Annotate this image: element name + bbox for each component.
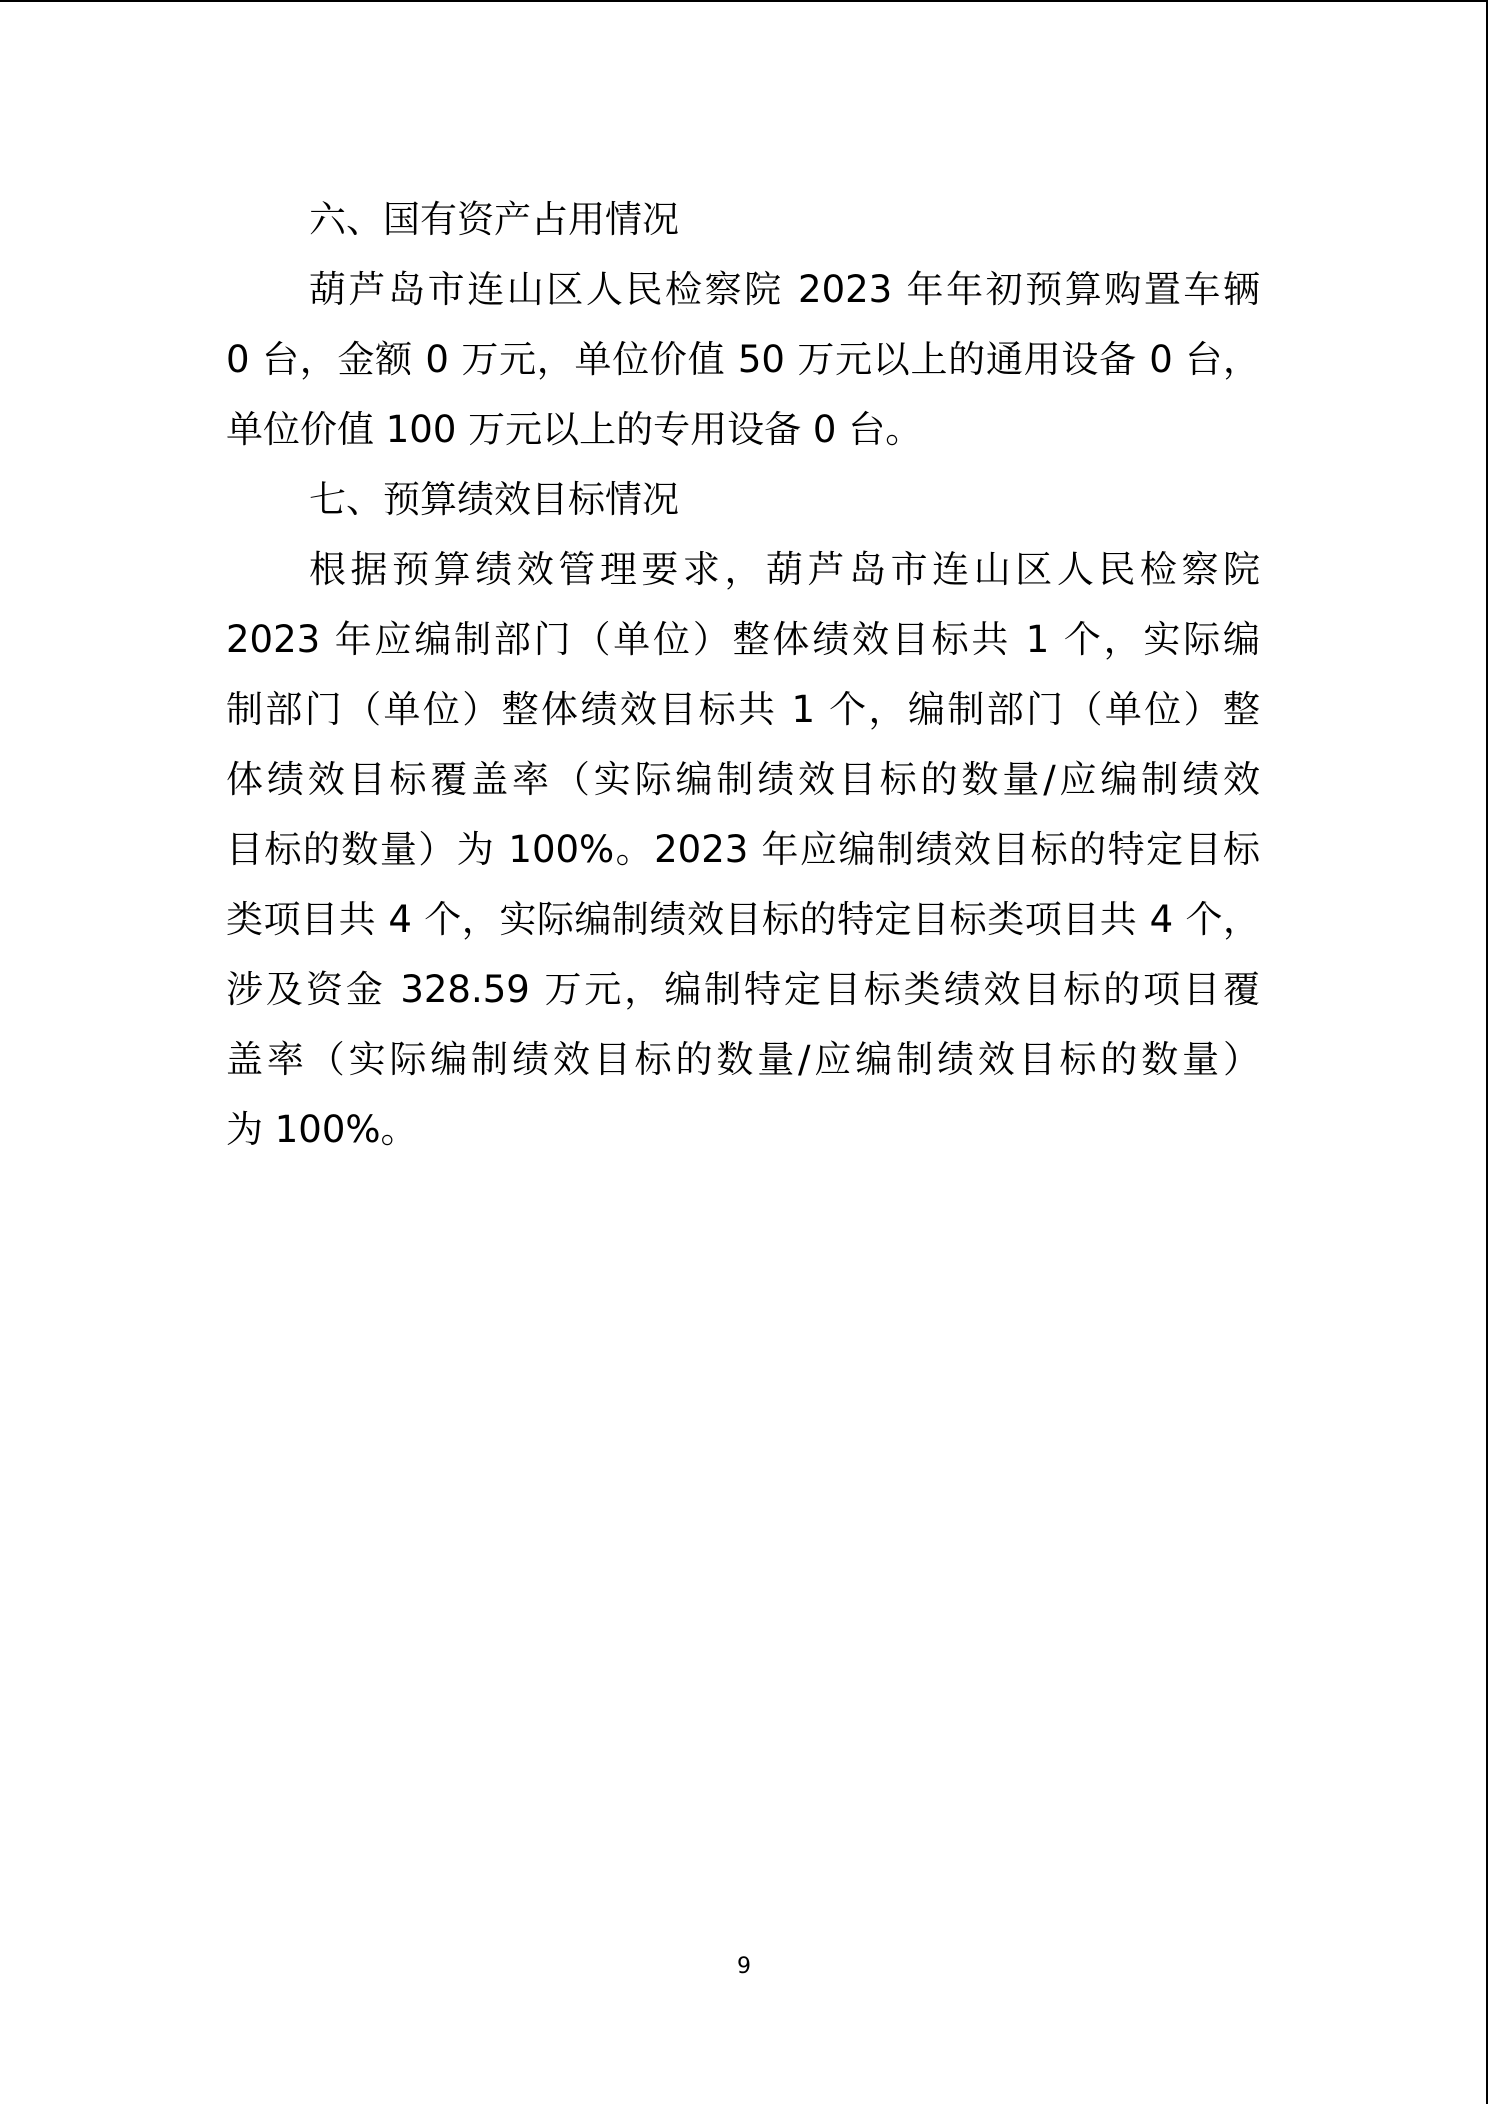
paragraph-line: 为 100%。 xyxy=(226,1108,418,1151)
page-number: 9 xyxy=(737,1954,751,1979)
paragraph-line: 体绩效目标覆盖率（实际编制绩效目标的数量/应编制绩效 xyxy=(226,758,1260,801)
paragraph-line: 涉及资金 328.59 万元，编制特定目标类绩效目标的项目覆 xyxy=(226,968,1260,1011)
paragraph-line: 根据预算绩效管理要求，葫芦岛市连山区人民检察院 xyxy=(309,548,1260,591)
paragraph-line: 单位价值 100 万元以上的专用设备 0 台。 xyxy=(226,408,923,451)
paragraph-line: 类项目共 4 个，实际编制绩效目标的特定目标类项目共 4 个， xyxy=(226,898,1260,941)
paragraph-line: 制部门（单位）整体绩效目标共 1 个，编制部门（单位）整 xyxy=(226,688,1260,731)
paragraph-line: 0 台，金额 0 万元，单位价值 50 万元以上的通用设备 0 台， xyxy=(226,338,1260,381)
section-heading-performance-goals: 七、预算绩效目标情况 xyxy=(309,478,679,521)
section-heading-state-assets: 六、国有资产占用情况 xyxy=(309,198,679,241)
paragraph-line: 盖率（实际编制绩效目标的数量/应编制绩效目标的数量） xyxy=(226,1038,1260,1081)
paragraph-line: 葫芦岛市连山区人民检察院 2023 年年初预算购置车辆 xyxy=(309,268,1260,311)
document-body xyxy=(226,185,1260,1165)
paragraph-line: 2023 年应编制部门（单位）整体绩效目标共 1 个，实际编 xyxy=(226,618,1260,661)
paragraph-line: 目标的数量）为 100%。2023 年应编制绩效目标的特定目标 xyxy=(226,828,1260,871)
